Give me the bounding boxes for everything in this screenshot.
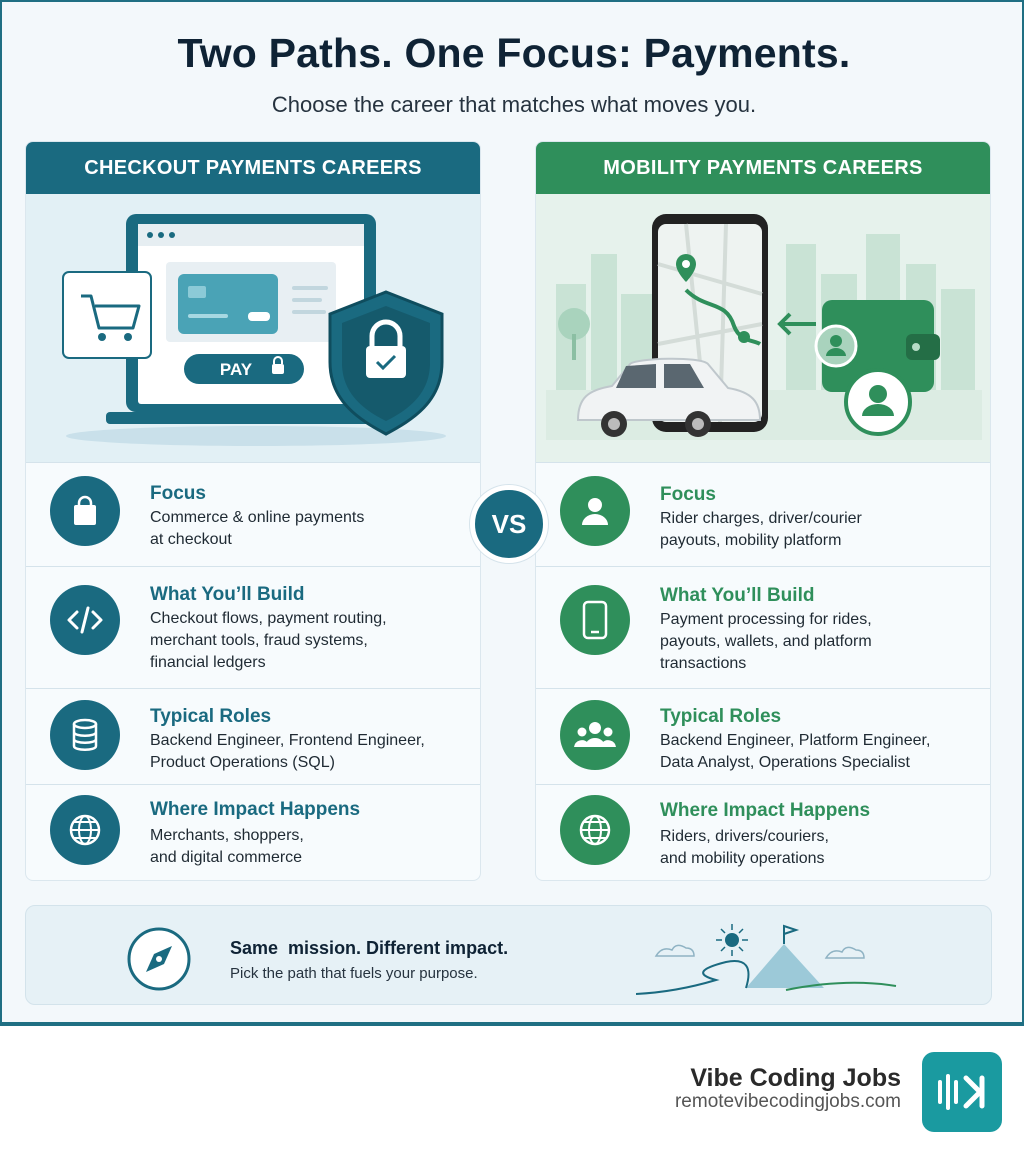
row-body xyxy=(660,826,980,870)
banner-subtitle: Pick the path that fuels your purpose. xyxy=(230,965,478,982)
row-line: Rider charges, driver/courier xyxy=(660,510,862,527)
mobility-illustration xyxy=(536,194,991,462)
code-icon xyxy=(50,585,120,655)
team-icon xyxy=(560,700,630,770)
mobility-row-roles xyxy=(536,688,991,784)
row-line: Product Operations (SQL) xyxy=(150,754,335,771)
mobility-row-impact xyxy=(536,784,991,881)
row-line: transactions xyxy=(660,655,747,672)
row-title: Focus xyxy=(150,483,206,504)
row-line: Merchants, shoppers, xyxy=(150,827,304,844)
checkout-row-impact xyxy=(26,784,481,881)
checkout-heading: CHECKOUT PAYMENTS CAREERS xyxy=(26,142,480,194)
database-icon xyxy=(50,700,120,770)
row-title: What You’ll Build xyxy=(660,585,815,606)
row-body xyxy=(150,507,470,551)
checkout-illustration xyxy=(26,194,481,462)
row-line: financial ledgers xyxy=(150,654,266,671)
vs-badge: VS xyxy=(470,485,548,563)
row-line: payouts, wallets, and platform xyxy=(660,633,872,650)
phone-icon xyxy=(560,585,630,655)
checkout-column xyxy=(25,141,481,881)
row-line: and mobility operations xyxy=(660,850,825,867)
row-line: Payment processing for rides, xyxy=(660,611,872,628)
checkout-row-build xyxy=(26,566,481,688)
row-line: merchant tools, fraud systems, xyxy=(150,632,368,649)
globe-icon xyxy=(560,795,630,865)
row-line: Riders, drivers/couriers, xyxy=(660,828,829,845)
mobility-row-build xyxy=(536,566,991,688)
pay-button-label: PAY xyxy=(219,360,253,379)
person-icon xyxy=(560,476,630,546)
row-title: What You’ll Build xyxy=(150,584,305,605)
banner-title: Same mission. Different impact. xyxy=(230,938,509,958)
shopping-bag-icon xyxy=(50,476,120,546)
row-line: Checkout flows, payment routing, xyxy=(150,610,387,627)
globe-icon xyxy=(50,795,120,865)
row-title: Focus xyxy=(660,484,716,505)
row-body xyxy=(660,730,980,774)
mobility-heading: MOBILITY PAYMENTS CAREERS xyxy=(536,142,990,194)
page-subtitle: Choose the career that matches what moves you. xyxy=(271,92,757,117)
brand-name: Vibe Coding Jobs xyxy=(690,1064,901,1092)
mountain-path-icon xyxy=(636,916,906,1003)
row-line: and digital commerce xyxy=(150,849,303,866)
row-line: Backend Engineer, Platform Engineer, xyxy=(660,732,931,749)
row-line: Commerce & online payments xyxy=(150,509,365,526)
row-body xyxy=(150,730,470,774)
row-title: Typical Roles xyxy=(660,706,782,727)
mobility-column xyxy=(535,141,991,881)
row-title: Where Impact Happens xyxy=(660,800,871,821)
row-line: Backend Engineer, Frontend Engineer, xyxy=(150,732,425,749)
checkout-row-roles xyxy=(26,688,481,784)
page-title: Two Paths. One Focus: Payments. xyxy=(177,30,851,76)
row-line: payouts, mobility platform xyxy=(660,532,842,549)
row-body xyxy=(660,508,980,552)
mobility-row-focus xyxy=(536,462,991,566)
brand-logo-icon xyxy=(922,1052,1002,1132)
checkout-row-focus xyxy=(26,462,481,566)
row-title: Where Impact Happens xyxy=(150,799,361,820)
row-body xyxy=(150,825,470,869)
row-body xyxy=(660,609,980,675)
row-body xyxy=(150,608,470,674)
brand-url[interactable]: remotevibecodingjobs.com xyxy=(674,1091,901,1112)
mission-banner xyxy=(25,905,992,1005)
row-line: at checkout xyxy=(150,531,232,548)
compass-icon xyxy=(126,926,192,997)
row-title: Typical Roles xyxy=(150,706,272,727)
row-line: Data Analyst, Operations Specialist xyxy=(660,754,910,771)
